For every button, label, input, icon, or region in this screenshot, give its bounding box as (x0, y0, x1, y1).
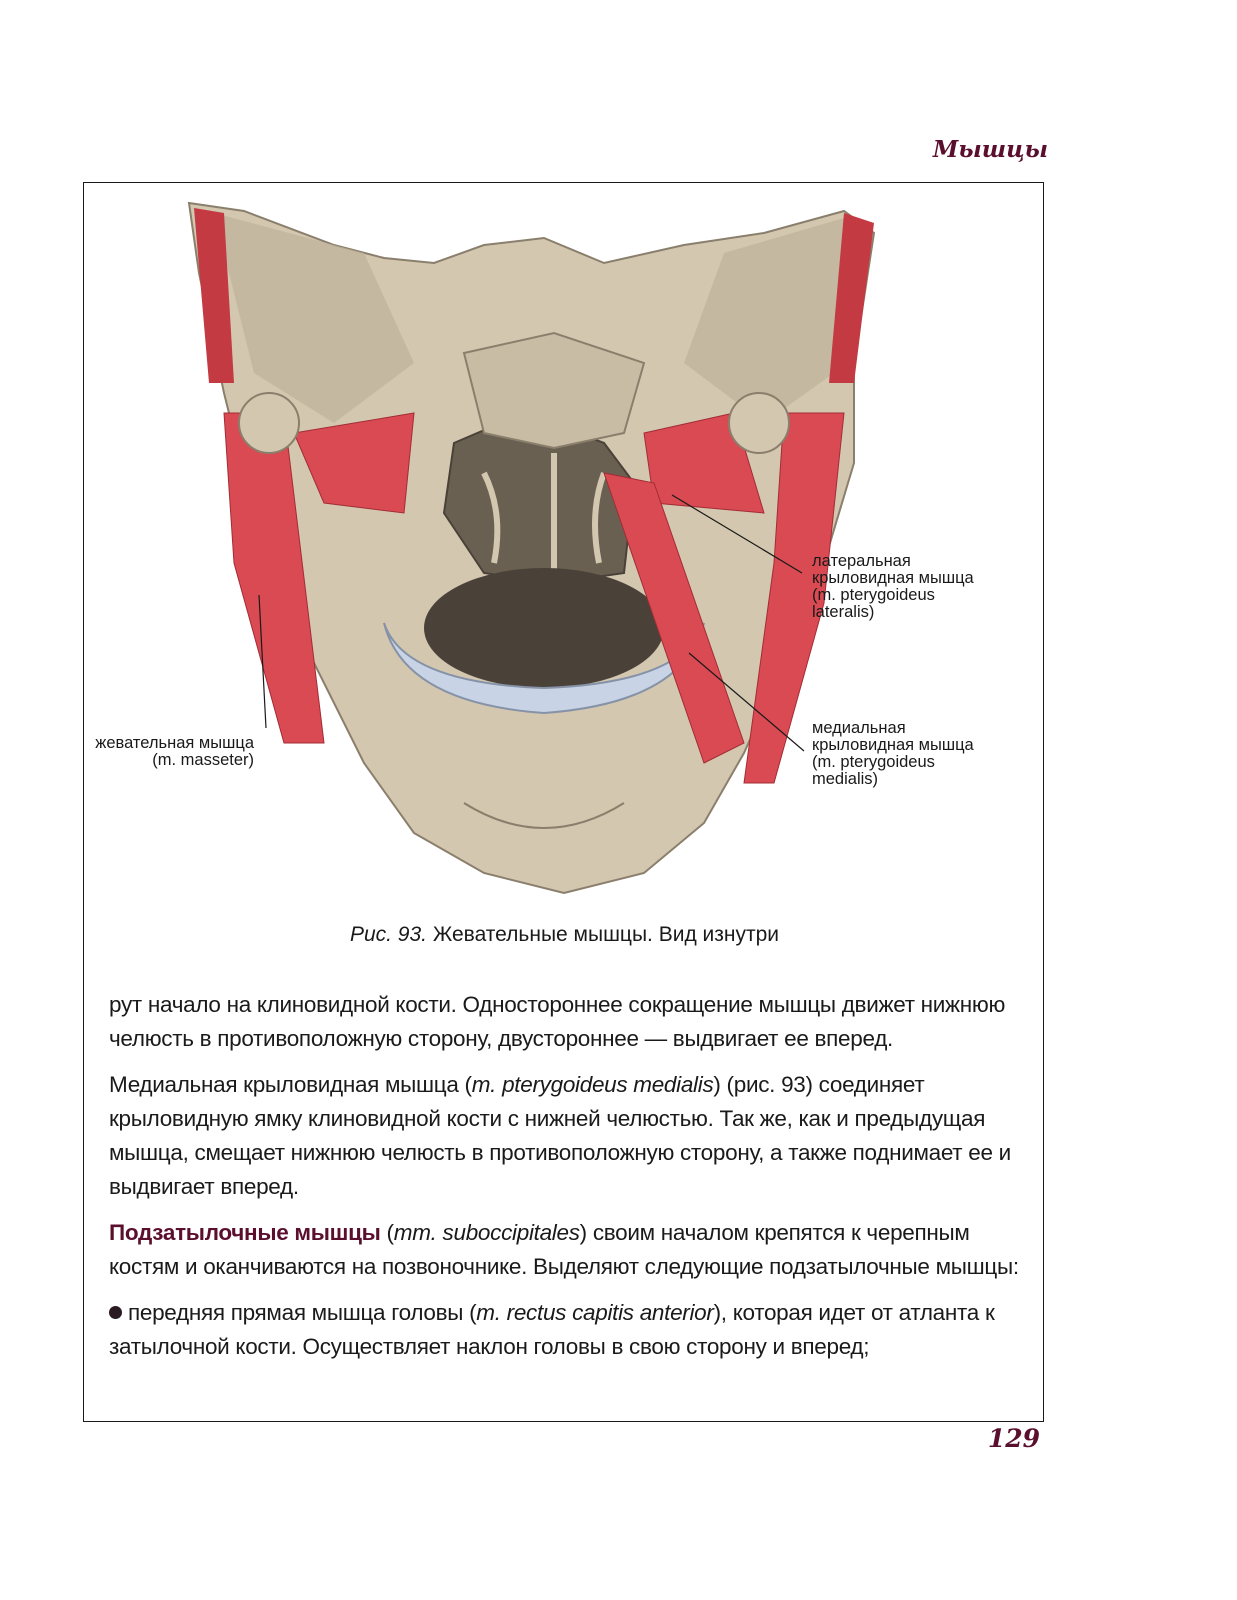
section-title: Мышцы (932, 136, 1048, 163)
bullet-item: передняя прямая мышца головы (m. rectus capitis anterior), которая идет от атланта к затылочной кости. Осуществляет наклон головы в свою сторону и вперед; (109, 1300, 995, 1359)
figure-caption-text: Жевательные мышцы. Вид изнутри (432, 923, 780, 946)
label-lateral-pterygoid: латеральная крыловидная мышца (m. pterygoideus lateralis) (812, 552, 974, 621)
page-number: 129 (987, 1424, 1040, 1453)
paragraph-2: Медиальная крыловидная мышца (m. pterygoideus medialis) (рис. 93) соединяет крыловидную ямку клиновидной кости с нижней челюстью. Так же, как и предыдущая мышца, смещает нижнюю челюсть в противоположную сторону, а также поднимает ее и выдвигает вперед. (109, 1072, 1011, 1199)
figure-frame (83, 182, 1044, 1422)
label-masseter: жевательная мышца (m. masseter) (95, 734, 254, 769)
figure-caption (84, 923, 1045, 947)
label-medial-pterygoid: медиальная крыловидная мышца (m. pterygoideus medialis) (812, 719, 974, 788)
paragraph-3: Подзатылочные мышцы (mm. suboccipitales) своим началом крепятся к черепным костям и оканчиваются на позвоночнике. Выделяют следующие подзатылочные мышцы: (109, 1220, 1019, 1279)
oral-cavity (424, 568, 664, 688)
body-text (109, 988, 1039, 1376)
skull-illustration (84, 183, 1045, 903)
paragraph-1: рут начало на клиновидной кости. Одностороннее сокращение мышцы движет нижнюю челюсть в противоположную сторону, двустороннее — выдвигает ее вперед. (109, 992, 1006, 1051)
figure-number: Рис. 93. (349, 923, 427, 946)
subheading: Подзатылочные мышцы (109, 1220, 381, 1245)
bullet-icon (109, 1306, 122, 1319)
